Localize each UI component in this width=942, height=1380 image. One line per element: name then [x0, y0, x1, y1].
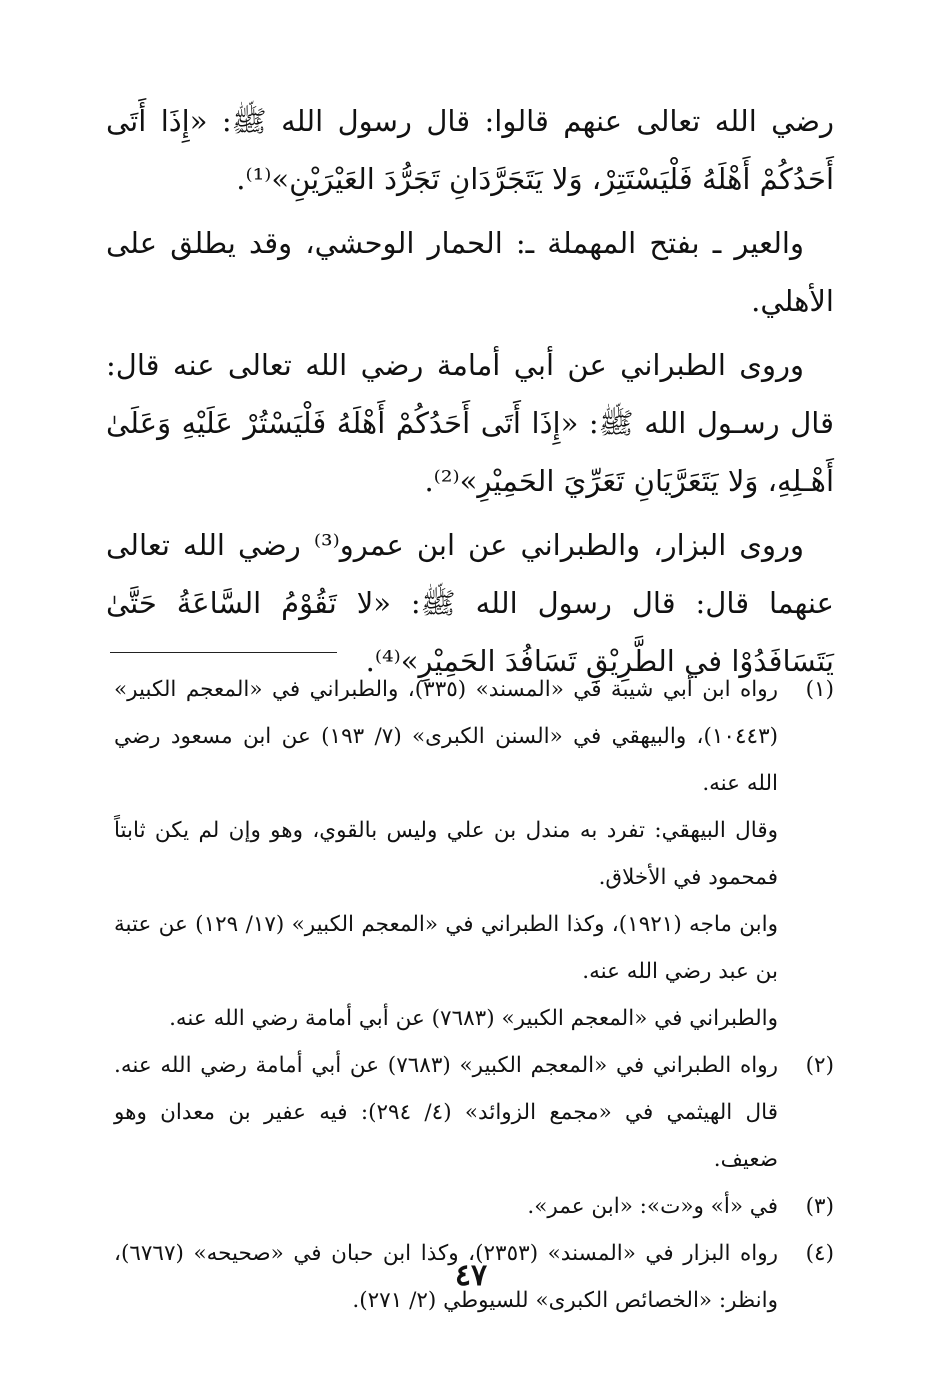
footnote-line: وقال البيهقي: تفرد به مندل بن علي وليس بالقوي، وهو وإن لم يكن ثابتاً فمحمود في الأخلاق.	[114, 818, 778, 890]
page-number: ٤٧	[454, 1258, 488, 1293]
footnote-number: (١)	[805, 677, 834, 702]
paragraph-2: والعير ـ بفتح المهملة ـ: الحمار الوحشي، وقد يطلق على الأهلي.	[106, 226, 834, 318]
footnote-3	[114, 1183, 834, 1230]
footnote-line: وابن ماجه (١٩٢١)، وكذا الطبراني في «المعجم الكبير» (١٧/ ١٢٩) عن عتبة بن عبد رضي الله عنه.	[114, 912, 778, 984]
main-text	[106, 92, 834, 696]
paragraph-1: رضي الله تعالى عنهم قالوا: قال رسول الله ﷺ: «إِذَا أَتَى أَحَدُكُمْ أَهْلَهُ فَلْيَسْتَتِرْ، وَلا يَتَجَرَّدَانِ تَجَرُّدَ العَيْرَيْنِ»⁽¹⁾.	[106, 104, 834, 196]
footnote-2	[114, 1042, 834, 1183]
footnote-number: (٢)	[805, 1053, 834, 1078]
footnote-line: والطبراني في «المعجم الكبير» (٧٦٨٣) عن أبي أمامة رضي الله عنه.	[169, 1006, 778, 1031]
paragraph-4: وروى البزار، والطبراني عن ابن عمرو⁽³⁾ رضي الله تعالى عنهما قال: قال رسول الله ﷺ: «لا تَقُوْمُ السَّاعَةُ حَتَّىٰ يَتَسَافَدُوْا في الطَّرِيْقِ تَسَافُدَ الحَمِيْرِ»⁽⁴⁾.	[106, 528, 834, 678]
footnote-1	[114, 666, 834, 1042]
footnote-body	[114, 666, 778, 1042]
footnote-divider	[110, 652, 337, 653]
footnote-line: رواه ابن أبي شيبة في «المسند» (٣٣٥)، والطبراني في «المعجم الكبير» (١٠٤٤٣)، والبيهقي في «السنن الكبرى» (٧/ ١٩٣) عن ابن مسعود رضي الله عنه.	[114, 677, 779, 796]
footnote-line: رواه الطبراني في «المعجم الكبير» (٧٦٨٣) عن أبي أمامة رضي الله عنه. قال الهيثمي في «مجمع الزوائد» (٤/ ٢٩٤): فيه عفير بن معدان وهو ضعيف.	[114, 1053, 779, 1172]
footnote-number: (٤)	[805, 1241, 834, 1266]
footnote-line: في «أ» و«ت»: «ابن عمر».	[527, 1194, 778, 1219]
footnote-line: رواه البزار في «المسند» (٢٣٥٣)، وكذا ابن حبان في «صحيحه» (٦٧٦٧)، وانظر: «الخصائص الكبرى» للسيوطي (٢/ ٢٧١).	[114, 1241, 778, 1313]
footnote-body	[114, 1042, 778, 1183]
paragraph-3: وروى الطبراني عن أبي أمامة رضي الله تعالى عنه قال: قال رسـول الله ﷺ: «إِذَا أَتَى أَحَدُكُمْ أَهْلَهُ فَلْيَسْتُرْ عَلَيْهِ وَعَلَىٰ أَهْـلِهِ، وَلا يَتَعَرَّيَانِ تَعَرِّيَ الحَمِيْرِ»⁽²⁾.	[106, 348, 834, 498]
footnote-number: (٣)	[805, 1194, 834, 1219]
footnotes	[114, 666, 834, 1324]
footnote-body	[114, 1183, 778, 1230]
